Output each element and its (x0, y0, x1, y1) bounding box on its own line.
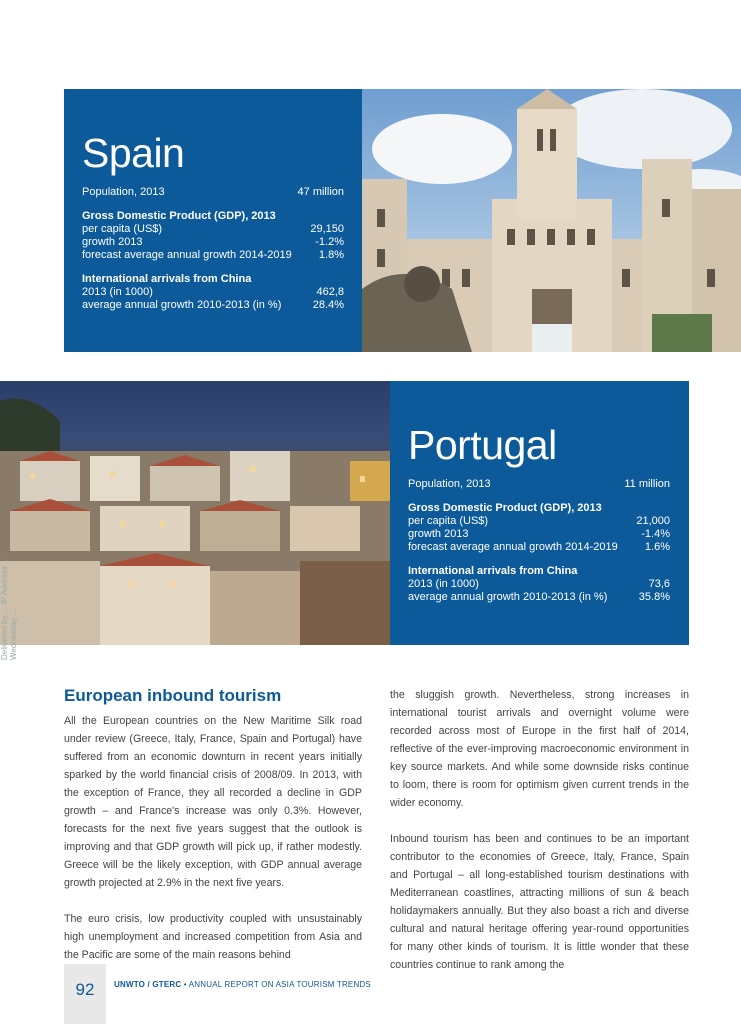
footer-report-title: ANNUAL REPORT ON ASIA TOURISM TRENDS (188, 980, 371, 989)
country-name-portugal: Portugal (408, 422, 557, 468)
footer-running-title (114, 980, 371, 989)
stat-label: 2013 (in 1000) (408, 578, 479, 590)
stat-label: 2013 (in 1000) (82, 286, 153, 298)
stat-value: 73,6 (648, 578, 670, 590)
stat-value: -1.2% (315, 236, 344, 248)
paragraph: the sluggish growth. Nevertheless, strong increases in international tourist arrivals and overnight volume were recorded across most of Europe in the first half of 2014, reflective of the ever-improving macroeconomic environment in key source markets. And while some downside risks continue to loom, there is room for optimism given current trends in the wider economy. (390, 689, 689, 809)
gdp-heading: Gross Domestic Product (GDP), 2013 (82, 210, 276, 222)
side-watermark: Delivered by ... IP Address ... Wednesday ... (0, 556, 18, 660)
portugal-info-box (390, 381, 689, 645)
stat-label: per capita (US$) (82, 223, 163, 235)
stat-value: 29,150 (310, 223, 344, 235)
footer-bullet: • (181, 980, 189, 989)
stat-value: 28.4% (312, 299, 344, 311)
arrivals-heading: International arrivals from China (82, 273, 252, 285)
paragraph: Inbound tourism has been and continues to be an important contributor to the economies of Greece, Italy, France, Spain and Portugal – all long-established tourism destinations with Mediterranean coastlines, attracting millions of sun & beach holidaymakers annually. But they also boast a rich and diverse cultural and natural heritage offering year-round opportunities for many other kinds of tourism. It is little wonder that these countries continue to rank among the (390, 833, 689, 971)
stat-value: 35.8% (638, 591, 670, 603)
stat-value: 1.6% (644, 541, 670, 553)
stat-label: forecast average annual growth 2014-2019 (82, 249, 292, 261)
portugal-population-row (408, 478, 670, 491)
stat-row (408, 591, 670, 604)
stat-row (82, 223, 344, 236)
stat-row (82, 236, 344, 249)
footer-org: UNWTO / GTERC (114, 980, 182, 989)
stat-label: forecast average annual growth 2014-2019 (408, 541, 618, 553)
stat-label: average annual growth 2010-2013 (in %) (408, 591, 608, 603)
stat-row (82, 299, 344, 312)
population-value: 47 million (297, 186, 344, 198)
stat-row (82, 249, 344, 262)
stat-row (408, 528, 670, 541)
stat-row (408, 541, 670, 554)
stat-value: 21,000 (636, 515, 670, 527)
madrid-palace-photo (362, 89, 741, 352)
page-number: 92 (75, 980, 95, 999)
stat-value: -1.4% (641, 528, 670, 540)
country-name-spain: Spain (82, 130, 185, 176)
stat-label: per capita (US$) (408, 515, 489, 527)
arrivals-heading: International arrivals from China (408, 565, 578, 577)
lisbon-city-photo (0, 381, 390, 645)
spain-population-row (82, 186, 344, 199)
stat-row (408, 578, 670, 591)
stat-label: average annual growth 2010-2013 (in %) (82, 299, 282, 311)
article-column-left (64, 712, 362, 982)
stat-value: 1.8% (318, 249, 344, 261)
stat-label: growth 2013 (408, 528, 469, 540)
population-label: Population, 2013 (82, 186, 165, 198)
spain-info-box (64, 89, 362, 352)
article-column-right (390, 686, 689, 992)
population-value: 11 million (624, 478, 670, 490)
stat-row (408, 515, 670, 528)
gdp-heading: Gross Domestic Product (GDP), 2013 (408, 502, 602, 514)
paragraph: The euro crisis, low productivity coupled with unsustainably high unemployment and increased competition from Asia and the Pacific are some of the main reasons behind (64, 913, 362, 961)
stat-value: 462,8 (316, 286, 344, 298)
stat-label: growth 2013 (82, 236, 143, 248)
population-label: Population, 2013 (408, 478, 491, 490)
section-heading: European inbound tourism (64, 686, 282, 705)
stat-row (82, 286, 344, 299)
paragraph: All the European countries on the New Maritime Silk road under review (Greece, Italy, France, Spain and Portugal) have suffered from an economic downturn in recent years initially sparked by the world financial crisis of 2008/09. In 2013, with the exception of France, they all recorded a decline in GDP growth – and France's increase was only 0.3%. However, forecasts for the next five years suggest that the outlook is improving and that GDP growth will pick up, if rather modestly. Greece will be the likely exception, with GDP annual average growth projected at 2.9% in the next five years. (64, 715, 362, 889)
